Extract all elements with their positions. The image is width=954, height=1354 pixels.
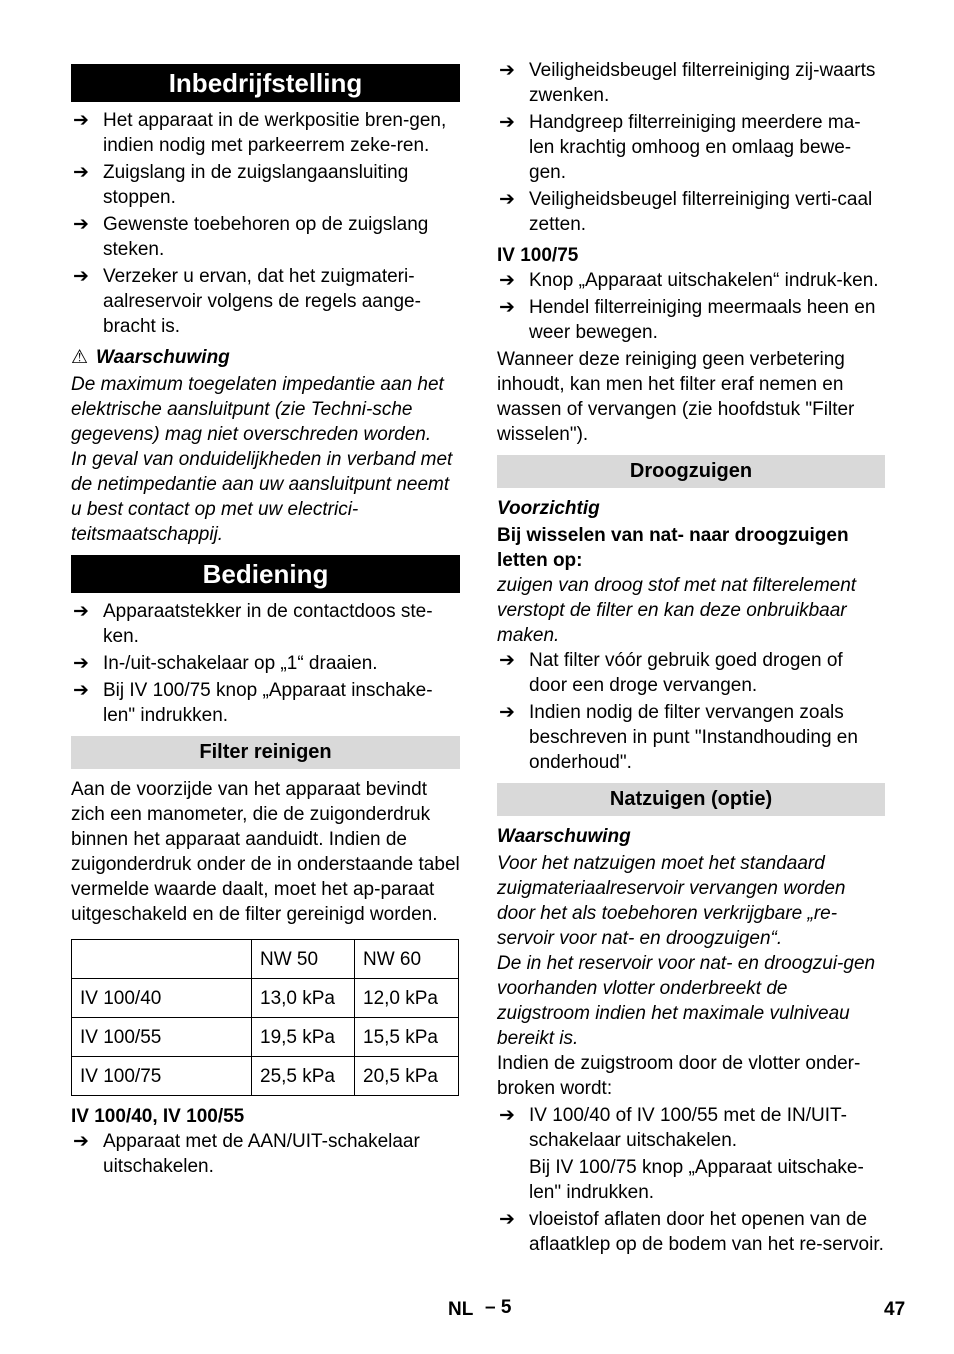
table-cell: 19,5 kPa xyxy=(252,1018,355,1057)
caution-text: zuigen van droog stof met nat filterelement verstopt de filter en kan deze onbruikbaar maken. xyxy=(497,575,857,646)
arrow-right-icon: ➔ xyxy=(499,270,515,291)
list-item: ➔ Veiligheidsbeugel filterreiniging verti-caal zetten. xyxy=(499,189,873,235)
warning-text: De in het reservoir voor nat- en droogzui-gen voorhanden vlotter onderbreekt de zuigstroom indien het maximale vulniveau bereikt is. xyxy=(497,953,876,1049)
list-item: ➔ Handgreep filterreiniging meerdere ma-len krachtig omhoog en omlaag bewe-gen. xyxy=(499,112,861,183)
models-heading: IV 100/40, IV 100/55 xyxy=(71,1106,245,1127)
warning-title: Waarschuwing xyxy=(497,826,631,847)
list-item: ➔ IV 100/40 of IV 100/55 met de IN/UIT-schakelaar uitschakelen. xyxy=(499,1105,847,1151)
arrow-right-icon: ➔ xyxy=(499,297,515,318)
filter-description: Aan de voorzijde van het apparaat bevindt zich een manometer, die de zuigonderdruk binnen het apparaat aanduidt. Indien de zuigonderdruk onder de in onderstaande tabel vermelde waarde daalt, moet het ap-paraat uitgeschakeld en de filter gereinigd worden. xyxy=(71,779,460,925)
caution-bold: Bij wisselen van nat- naar droogzuigen letten op: xyxy=(497,525,849,571)
table-row xyxy=(72,1057,459,1096)
list-item: ➔ Nat filter vóór gebruik goed drogen of door een droge vervangen. xyxy=(499,650,843,696)
caution-title: Voorzichtig xyxy=(497,498,600,519)
table-header: NW 50 xyxy=(252,940,355,979)
footer-page-label: – 5 xyxy=(485,1297,512,1318)
table-cell: IV 100/40 xyxy=(72,979,252,1018)
footer-language: NL xyxy=(448,1299,474,1320)
table-cell: IV 100/55 xyxy=(72,1018,252,1057)
warning-text: In geval van onduidelijkheden in verband met de netimpedantie aan uw aansluitpunt neemt u best contact op met uw electrici-teitsmaatschappij. xyxy=(71,449,453,545)
list-item: ➔ In-/uit-schakelaar op „1“ draaien. xyxy=(73,653,378,674)
table-header: NW 60 xyxy=(355,940,459,979)
arrow-right-icon: ➔ xyxy=(499,1105,515,1126)
arrow-right-icon: ➔ xyxy=(499,189,515,210)
arrow-right-icon: ➔ xyxy=(73,110,89,131)
table-cell: 20,5 kPa xyxy=(355,1057,459,1096)
arrow-right-icon: ➔ xyxy=(499,60,515,81)
list-item: ➔ vloeistof aflaten door het openen van de aflaatklep op de bodem van het re-servoir. xyxy=(499,1209,884,1255)
arrow-right-icon: ➔ xyxy=(73,653,89,674)
list-item: ➔ Het apparaat in de werkpositie bren-gen, indien nodig met parkeerrem zeke-ren. xyxy=(73,110,447,156)
heading-droogzuigen: Droogzuigen xyxy=(497,455,885,488)
table-cell xyxy=(72,940,252,979)
iv75-text: Wanneer deze reiniging geen verbetering inhoudt, kan men het filter eraf nemen en wassen of vervangen (zie hoofdstuk "Filter wisselen"). xyxy=(497,349,855,445)
heading-natzuigen: Natzuigen (optie) xyxy=(497,783,885,816)
table-cell: 15,5 kPa xyxy=(355,1018,459,1057)
footer-page-number: 47 xyxy=(884,1299,906,1320)
heading-filter-reinigen: Filter reinigen xyxy=(71,736,460,769)
arrow-right-icon: ➔ xyxy=(73,601,89,622)
heading-inbedrijfstelling: Inbedrijfstelling xyxy=(71,64,460,102)
table-cell: 25,5 kPa xyxy=(252,1057,355,1096)
left-column xyxy=(71,64,460,1181)
arrow-right-icon: ➔ xyxy=(499,112,515,133)
list-item-note: Bij IV 100/75 knop „Apparaat uitschake-len" indrukken. xyxy=(529,1157,864,1203)
warning-title: ⚠ Waarschuwing xyxy=(71,347,230,368)
heading-bediening: Bediening xyxy=(71,555,460,593)
pressure-table xyxy=(71,939,459,1096)
arrow-right-icon: ➔ xyxy=(73,214,89,235)
iv75-heading: IV 100/75 xyxy=(497,245,579,266)
arrow-right-icon: ➔ xyxy=(73,266,89,287)
warning-triangle-icon: ⚠ xyxy=(71,347,89,368)
list-item: ➔ Verzeker u ervan, dat het zuigmateri-aalreservoir volgens de regels aange-bracht is. xyxy=(73,266,421,337)
arrow-right-icon: ➔ xyxy=(73,1131,89,1152)
list-item: ➔ Knop „Apparaat uitschakelen“ indruk-ken. xyxy=(499,270,879,291)
list-item: ➔ Apparaat met de AAN/UIT-schakelaar uitschakelen. xyxy=(73,1131,420,1177)
warning-text: De maximum toegelaten impedantie aan het elektrische aansluitpunt (zie Techni-sche gegevens) mag niet overschreden worden. xyxy=(71,374,444,445)
arrow-right-icon: ➔ xyxy=(499,650,515,671)
arrow-right-icon: ➔ xyxy=(499,1209,515,1230)
table-cell: IV 100/75 xyxy=(72,1057,252,1096)
list-item: ➔ Gewenste toebehoren op de zuigslang steken. xyxy=(73,214,429,260)
wet-text: Indien de zuigstroom door de vlotter onder-broken wordt: xyxy=(497,1053,861,1099)
table-cell: 13,0 kPa xyxy=(252,979,355,1018)
arrow-right-icon: ➔ xyxy=(73,680,89,701)
table-row xyxy=(72,940,459,979)
warning-text: Voor het natzuigen moet het standaard zuigmateriaalreservoir vervangen worden door het als toebehoren verkrijgbare „re-servoir voor nat- en droogzuigen“. xyxy=(497,853,846,949)
right-column xyxy=(497,58,885,1259)
list-item: ➔ Zuigslang in de zuigslangaansluiting stoppen. xyxy=(73,162,409,208)
list-item: ➔ Bij IV 100/75 knop „Apparaat inschake-len" indrukken. xyxy=(73,680,433,726)
arrow-right-icon: ➔ xyxy=(499,702,515,723)
arrow-right-icon: ➔ xyxy=(73,162,89,183)
table-cell: 12,0 kPa xyxy=(355,979,459,1018)
list-item: ➔ Apparaatstekker in de contactdoos ste-ken. xyxy=(73,601,433,647)
table-row xyxy=(72,1018,459,1057)
list-item: ➔ Hendel filterreiniging meermaals heen en weer bewegen. xyxy=(499,297,876,343)
table-row xyxy=(72,979,459,1018)
list-item: ➔ Indien nodig de filter vervangen zoals beschreven in punt "Instandhouding en onderhoud". xyxy=(499,702,858,773)
list-item: ➔ Veiligheidsbeugel filterreiniging zij-waarts zwenken. xyxy=(499,60,876,106)
